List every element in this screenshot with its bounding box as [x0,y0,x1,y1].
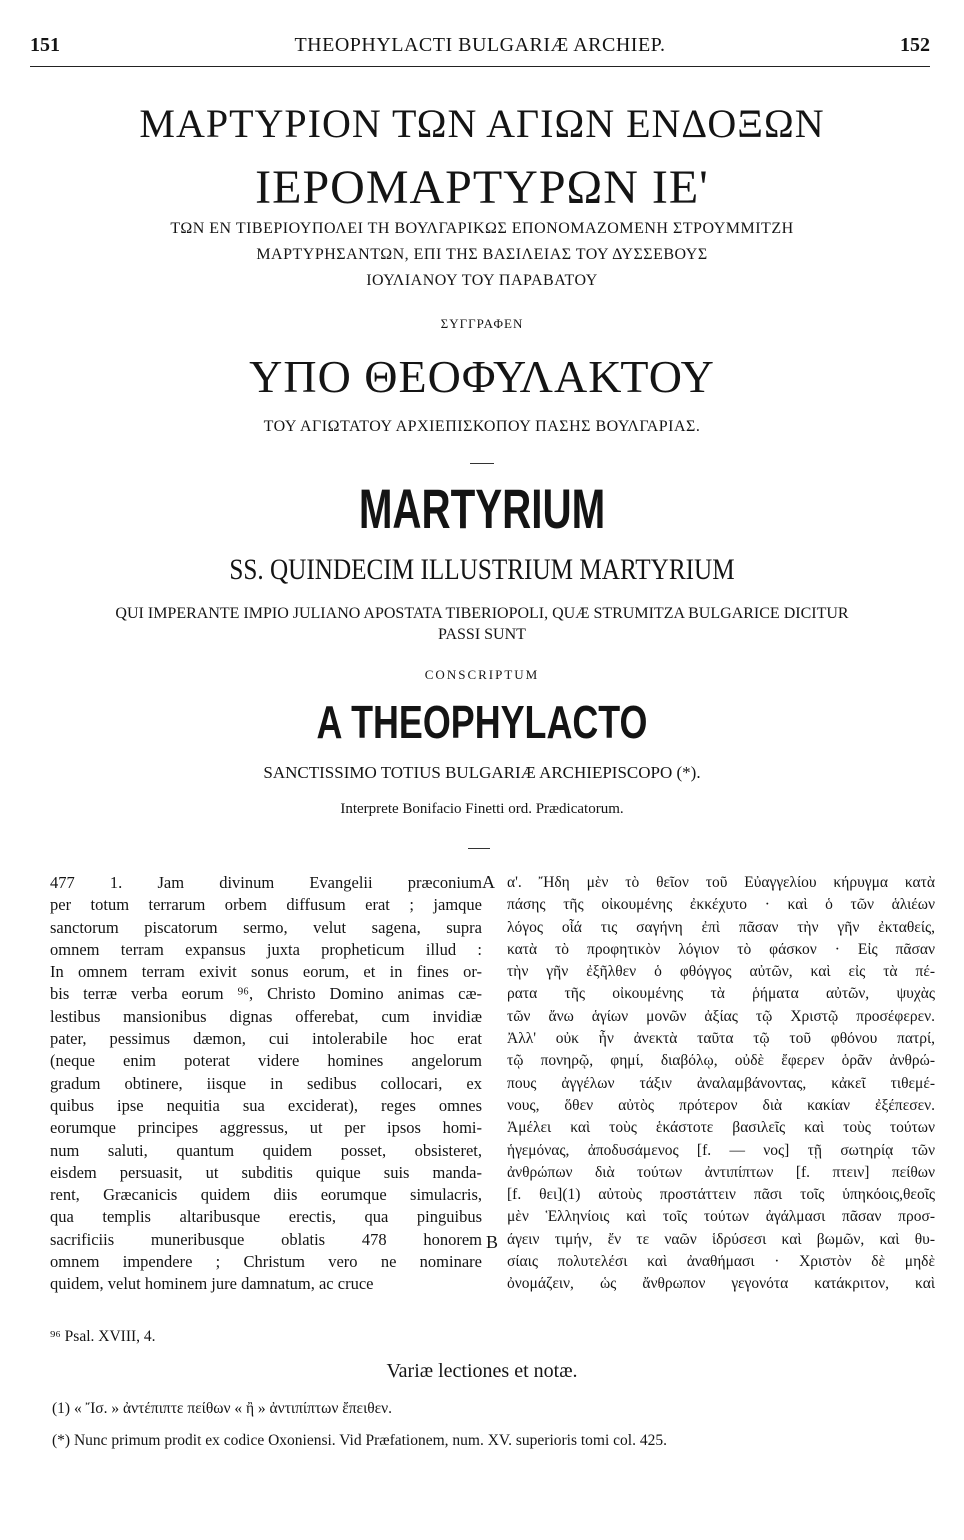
title-separator [470,463,494,464]
latin-text-line: eisdem persuasit, ut subditis quique suis manda- [50,1162,482,1182]
latin-text-line: sacrificiis muneribusque oblatis 478 honorem [50,1229,482,1249]
greek-title-line-5: ΙΟΥΛΙΑΝΟΥ ΤΟΥ ΠΑΡΑΒΑΤΟΥ [366,272,598,289]
greek-text-line: ρατα τῆς οἰκουμένης τὰ ῥήματα αὐτῶν, ψυχὰς [507,985,935,1003]
latin-text-line: In omnem terram exivit sonus eorum, et in fines or- [50,962,482,982]
latin-author-title: A THEOPHYLACTO [316,696,648,748]
latin-text-line: rent, Græcanicis quidem diis eorumque simulacris, [50,1185,482,1205]
latin-title-line-2: SS. QUINDECIM ILLUSTRIUM MARTYRIUM [229,553,735,586]
latin-text-line: eorumque principes aggressus, ut per ipsos homi- [50,1118,482,1138]
latin-title-line-4: PASSI SUNT [438,626,526,643]
greek-text-line: κατὰ τὸ προφητικὸν λόγιον τὸ φάσκον · Εἰς πᾶσαν [507,940,935,958]
greek-text-column [507,872,935,1296]
latin-text-line: omnem impendere ; Christum vero ne nominare [50,1252,482,1272]
greek-text-line: μὲν Ἑλληνίοις καὶ τοῖς τούτων ἀγάλμασι πᾶσαν προσ- [507,1208,935,1226]
footnote-1: (1) « Ἴσ. » ἀντέπιπτε πείθων « ἢ » ἀντιπίπτων ἔπειθεν. [52,1400,393,1417]
greek-text-line: Ἀμέλει καὶ τοὺς ἑκάστοτε βασιλεῖς καὶ τοὺς τούτων [507,1119,935,1137]
greek-text-line: ἡγεμόνας, ἀποδυσάμενος [f. — νος] τῇ σωτηρίᾳ τῶν [507,1141,935,1159]
margin-marker-b: B [486,1232,499,1252]
greek-text-line: τῶν ἄνω ἁγίων μονῶν ἀξίας τῷ Χριστῷ προσέφερεν. [507,1007,935,1025]
greek-title-line-6: ΣΥΓΓΡΑΦΕΝ [440,316,524,331]
greek-text-line: [f. θει](1) αὐτοὺς προστάττειν πᾶσι τοῖς ὑπηκόοις,θεοῖς [507,1186,935,1204]
latin-text-line: sanctorum piscatorum sermo, velut sagena, supra [50,917,482,937]
greek-text-line: πάσης τῆς οἰκουμένης ἐκκέχυτο · καὶ ὁ τῶν ἁλιέων [507,896,935,914]
latin-text-line: gradum obtinere, iisque in sedibus collocari, ex [50,1073,482,1093]
latin-text-line: per totum terrarum orbem diffusum erat ; jamque [50,895,482,915]
latin-text-line: (neque enim poterat videre homines angelorum [50,1051,482,1071]
running-title: THEOPHYLACTI BULGARIÆ ARCHIEP. [294,34,666,56]
greek-title-line-1: ΜΑΡΤΥΡΙΟΝ ΤΩΝ ΑΓΙΩΝ ΕΝΔΟΞΩΝ [139,101,825,146]
latin-title-line-1: MARTYRIUM [358,477,606,540]
greek-text-line: σίαις πολυτελέσι καὶ ἀναθήμασι · Χριστὸν δὲ μηδὲ [507,1253,935,1271]
page-number-left: 151 [30,34,60,56]
variae-heading: Variæ lectiones et notæ. [386,1360,578,1382]
greek-text-line: άγειν τιμήν, ἔν τε ναῶν ἱδρύσεσι καὶ βωμῶν, καὶ θυ- [507,1230,935,1248]
greek-text-line: ἀνθρώπων διὰ τούτων ἀντιπίπτων [f. πτειν] πείθων [507,1163,935,1181]
page-number-right: 152 [900,34,930,56]
latin-text-line: quibus ipse nequitia sua exciderat), reges omnes [50,1095,482,1115]
greek-author-subtitle: ΤΟΥ ΑΓΙΩΤΑΤΟΥ ΑΡΧΙΕΠΙΣΚΟΠΟΥ ΠΑΣΗΣ ΒΟΥΛΓΑΡΙΑΣ. [263,418,701,435]
greek-text-line: Ἀλλ' οὐκ ἦν ἀνεκτὰ ταῦτα τῷ τοῦ φθόνου πατρί, [507,1030,935,1048]
latin-text-line: qua templis altaribusque erectis, qua pinguibus [50,1207,482,1227]
latin-title-line-3: QUI IMPERANTE IMPIO JULIANO APOSTATA TIBERIOPOLI, QUÆ STRUMITZA BULGARICE DICITUR [115,605,849,622]
latin-title-line-5: CONSCRIPTUM [424,667,540,682]
greek-text-line: πους ἀγγέλων τάξιν ἀναλαμβάνοντας, κἀκεῖ τιθεμέ- [507,1074,935,1092]
text-separator [468,848,490,849]
running-header [30,28,930,62]
latin-text-line: 477 1. Jam divinum Evangelii præconium [50,873,482,892]
latin-text-line: pater, pessimus dæmon, cui intolerabile hoc erat [50,1029,482,1049]
latin-text-column [50,872,482,1296]
greek-text-line: τῷ πονηρῷ, φημί, διαβόλῳ, οὐδὲ ἔφερεν ὁρᾶν ἀνθρώ- [507,1052,935,1070]
scripture-footnote: ⁹⁶ Psal. XVIII, 4. [50,1328,156,1345]
footnote-star: (*) Nunc primum prodit ex codice Oxoniensi. Vid Præfationem, num. XV. superioris tomi col. 425. [52,1432,667,1449]
header-rule [30,66,930,67]
greek-author-title: ΥΠΟ ΘΕΟΦΥΛΑΚΤΟΥ [249,351,715,402]
translator-line: Interprete Bonifacio Finetti ord. Prædicatorum. [340,801,624,817]
latin-text-line: lestibus mansionibus dignas offerebat, cum invidiæ [50,1006,482,1026]
greek-text-line: τὴν γῆν ἐξῆλθεν ὁ φθόγγος αὐτῶν, καὶ εἰς τὰ πέ- [507,963,935,981]
greek-title-line-4: ΜΑΡΤΥΡΗΣΑΝΤΩΝ, ΕΠΙ ΤΗΣ ΒΑΣΙΛΕΙΑΣ ΤΟΥ ΔΥΣΣΕΒΟΥΣ [256,246,708,263]
latin-text-line: num saluti, quantum quidem posset, obsisteret, [50,1140,482,1160]
greek-text-line: νους, ὅθεν αὐτὸς πρότερον διὰ κακίαν ἐξέπεσεν. [507,1096,935,1114]
greek-title-line-3: ΤΩΝ ΕΝ ΤΙΒΕΡΙΟΥΠΟΛΕΙ ΤΗ ΒΟΥΛΓΑΡΙΚΩΣ ΕΠΟΝΟΜΑΖΟΜΕΝΗ ΣΤΡΟΥΜΜΙΤΖΗ [170,220,794,237]
greek-text-line: α'. Ἤδη μὲν τὸ θεῖον τοῦ Εὐαγγελίου κήρυγμα κατὰ [507,874,935,891]
greek-title-line-2: ΙΕΡΟΜΑΡΤΥΡΩΝ ΙΕ' [255,161,709,214]
greek-text-line: ὀνομάζειν, ὡς ἄνθρωπον γεγονότα κατάκριτον, καὶ [507,1275,935,1293]
margin-marker-a: A [482,872,495,892]
latin-text-line: quidem, velut hominem jure damnatum, ac cruce [50,1274,374,1294]
latin-text-line: bis terræ verba eorum ⁹⁶, Christo Domino animas cæ- [50,984,482,1004]
latin-text-line: omnem terram expansus juxta propheticum illud : [50,939,482,959]
greek-text-line: λόγος οἷά τις σαγήνη ἐπὶ πᾶσαν τὴν γῆν ἐκταθείς, [507,918,935,936]
latin-author-subtitle: SANCTISSIMO TOTIUS BULGARIÆ ARCHIEPISCOPO (*). [263,763,701,782]
